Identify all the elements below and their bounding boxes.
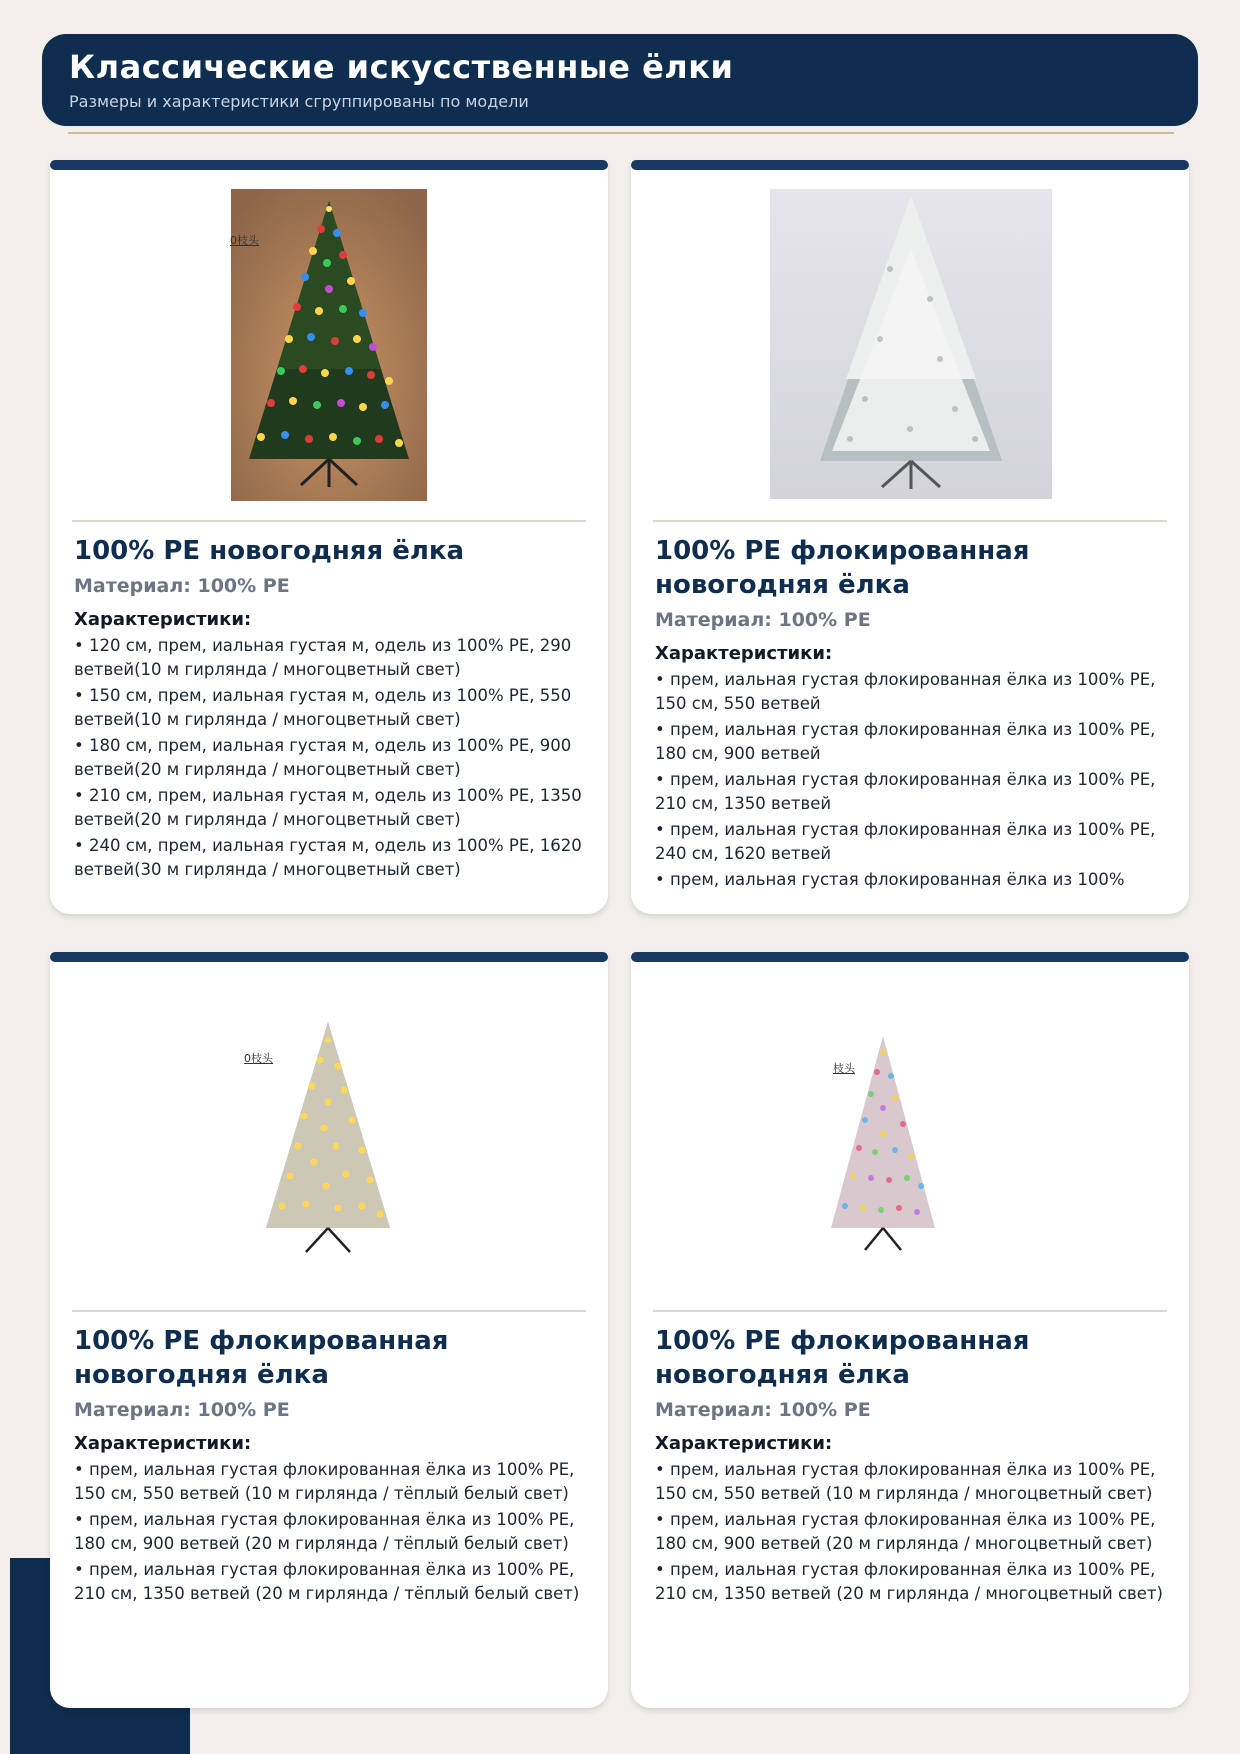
product-material: Материал: 100% PE [74, 575, 290, 597]
photo-caption-tag: 0枝头 [244, 1052, 273, 1065]
lit-tree-illustration [231, 189, 427, 501]
product-photo [231, 189, 427, 501]
spec-item: • 210 см, прем, иальная густая м, одель из 100% PE, 1350 ветвей(20 м гирлянда / многоцветный свет) [74, 784, 584, 832]
specs-heading: Характеристики: [74, 1433, 252, 1454]
spec-item: • прем, иальная густая флокированная ёлка из 100% PE, 210 см, 1350 ветвей (20 м гирлянда / многоцветный свет) [655, 1558, 1165, 1606]
photo-caption-tag: 0枝头 [230, 234, 259, 247]
photo-caption-tag: 枝头 [833, 1062, 855, 1075]
card-divider [72, 520, 586, 522]
card-top-bar [631, 160, 1189, 170]
product-title: 100% PE флокированная новогодняя ёлка [655, 536, 1030, 600]
product-card-flocked-tree [631, 160, 1189, 914]
specs-heading: Характеристики: [74, 609, 252, 630]
specs-list [655, 668, 1165, 892]
card-divider [653, 1310, 1167, 1312]
specs-list [74, 1458, 584, 1606]
product-title: 100% PE флокированная новогодняя ёлка [74, 1326, 449, 1390]
spec-item: • прем, иальная густая флокированная ёлка из 100% PE, 210 см, 1350 ветвей (20 м гирлянда / тёплый белый свет) [74, 1558, 584, 1606]
spec-item: • прем, иальная густая флокированная ёлка из 100% PE, 150 см, 550 ветвей (10 м гирлянда / многоцветный свет) [655, 1458, 1165, 1506]
page-header [42, 34, 1198, 126]
card-divider [72, 1310, 586, 1312]
spec-item: • прем, иальная густая флокированная ёлка из 100% PE, 180 см, 900 ветвей [655, 718, 1165, 766]
spec-item: • прем, иальная густая флокированная ёлка из 100% PE, 180 см, 900 ветвей (20 м гирлянда / тёплый белый свет) [74, 1508, 584, 1556]
spec-item: • прем, иальная густая флокированная ёлка из 100% [655, 868, 1165, 892]
page-subtitle: Размеры и характеристики сгруппированы по модели [69, 92, 529, 111]
product-photo [770, 189, 1052, 499]
spec-item: • 180 см, прем, иальная густая м, одель из 100% PE, 900 ветвей(20 м гирлянда / многоцветный свет) [74, 734, 584, 782]
spec-item: • 240 см, прем, иальная густая м, одель из 100% PE, 1620 ветвей(30 м гирлянда / многоцветный свет) [74, 834, 584, 882]
specs-heading: Характеристики: [655, 643, 833, 664]
spec-item: • 150 см, прем, иальная густая м, одель из 100% PE, 550 ветвей(10 м гирлянда / многоцветный свет) [74, 684, 584, 732]
spec-item: • прем, иальная густая флокированная ёлка из 100% PE, 150 см, 550 ветвей (10 м гирлянда / тёплый белый свет) [74, 1458, 584, 1506]
product-title: 100% PE новогодняя ёлка [74, 536, 465, 566]
product-material: Материал: 100% PE [655, 1399, 871, 1421]
product-card-flocked-warm-white [50, 952, 608, 1708]
page-title: Классические искусственные ёлки [69, 48, 734, 86]
product-card-flocked-multicolor [631, 952, 1189, 1708]
header-divider [68, 132, 1174, 134]
product-material: Материал: 100% PE [74, 1399, 290, 1421]
spec-item: • прем, иальная густая флокированная ёлка из 100% PE, 210 см, 1350 ветвей [655, 768, 1165, 816]
product-card-pe-tree [50, 160, 608, 914]
spec-item: • прем, иальная густая флокированная ёлка из 100% PE, 240 см, 1620 ветвей [655, 818, 1165, 866]
card-top-bar [50, 952, 608, 962]
product-material: Материал: 100% PE [655, 609, 871, 631]
card-divider [653, 520, 1167, 522]
spec-item: • 120 см, прем, иальная густая м, одель из 100% PE, 290 ветвей(10 м гирлянда / многоцветный свет) [74, 634, 584, 682]
specs-list [74, 634, 584, 882]
product-title: 100% PE флокированная новогодняя ёлка [655, 1326, 1030, 1390]
card-top-bar [50, 160, 608, 170]
specs-list [655, 1458, 1165, 1606]
spec-item: • прем, иальная густая флокированная ёлка из 100% PE, 150 см, 550 ветвей [655, 668, 1165, 716]
flocked-tree-illustration [770, 189, 1052, 499]
card-top-bar [631, 952, 1189, 962]
spec-item: • прем, иальная густая флокированная ёлка из 100% PE, 180 см, 900 ветвей (20 м гирлянда / многоцветный свет) [655, 1508, 1165, 1556]
specs-heading: Характеристики: [655, 1433, 833, 1454]
